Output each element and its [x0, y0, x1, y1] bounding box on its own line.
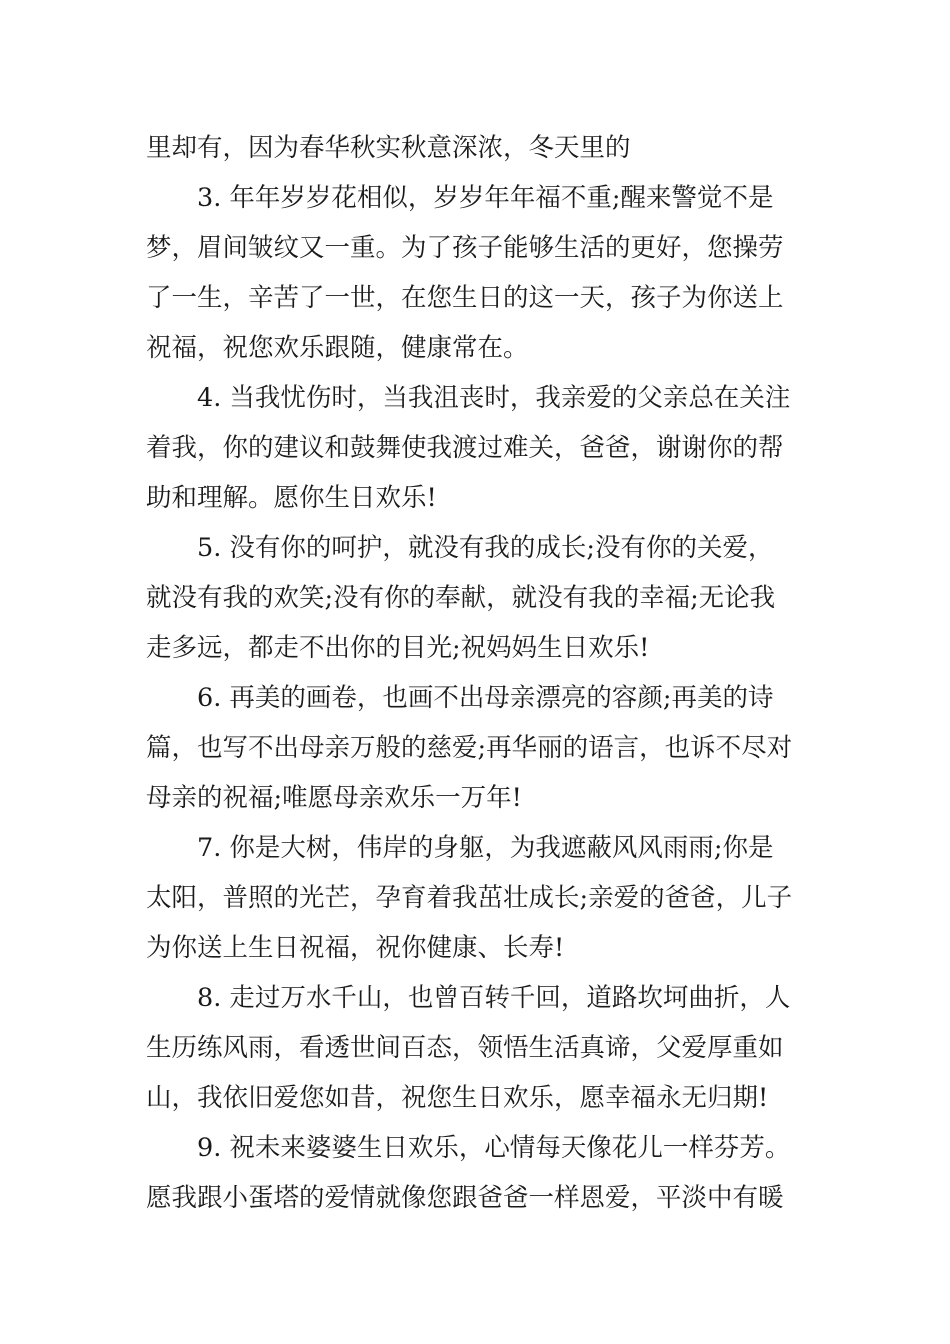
- text-line: 4. 当我忧伤时，当我沮丧时，我亲爱的父亲总在关注: [197, 383, 791, 413]
- text-line: 愿我跟小蛋塔的爱情就像您跟爸爸一样恩爱，平淡中有暖: [146, 1183, 784, 1213]
- text-line: 3. 年年岁岁花相似，岁岁年年福不重;醒来警觉不是: [197, 183, 774, 213]
- text-line: 生历练风雨，看透世间百态，领悟生活真谛，父爱厚重如: [146, 1033, 784, 1063]
- text-line: 走多远，都走不出你的目光;祝妈妈生日欢乐!: [146, 633, 650, 663]
- text-line: 6. 再美的画卷，也画不出母亲漂亮的容颜;再美的诗: [197, 683, 774, 713]
- text-line: 梦，眉间皱纹又一重。为了孩子能够生活的更好，您操劳: [146, 233, 784, 263]
- text-line: 就没有我的欢笑;没有你的奉献，就没有我的幸福;无论我: [146, 583, 776, 613]
- text-line: 母亲的祝福;唯愿母亲欢乐一万年!: [146, 783, 522, 813]
- text-line: 太阳，普照的光芒，孕育着我茁壮成长;亲爱的爸爸，儿子: [146, 883, 793, 913]
- text-line: 助和理解。愿你生日欢乐!: [146, 483, 437, 513]
- text-line: 山，我依旧爱您如昔，祝您生日欢乐，愿幸福永无归期!: [146, 1083, 769, 1113]
- text-line: 9. 祝未来婆婆生日欢乐，心情每天像花儿一样芬芳。: [197, 1133, 791, 1163]
- text-line: 祝福，祝您欢乐跟随，健康常在。: [146, 333, 529, 363]
- text-line: 了一生，辛苦了一世，在您生日的这一天，孩子为你送上: [146, 283, 784, 313]
- text-line: 7. 你是大树，伟岸的身躯，为我遮蔽风风雨雨;你是: [197, 833, 774, 863]
- text-line: 为你送上生日祝福，祝你健康、长寿!: [146, 933, 565, 963]
- text-line: 篇，也写不出母亲万般的慈爱;再华丽的语言，也诉不尽对: [146, 733, 793, 763]
- text-line: 8. 走过万水千山，也曾百转千回，道路坎坷曲折，人: [197, 983, 791, 1013]
- text-line: 5. 没有你的呵护，就没有我的成长;没有你的关爱，: [197, 533, 774, 563]
- text-line: 着我，你的建议和鼓舞使我渡过难关，爸爸，谢谢你的帮: [146, 433, 784, 463]
- text-line: 里却有，因为春华秋实秋意深浓，冬天里的: [146, 133, 631, 163]
